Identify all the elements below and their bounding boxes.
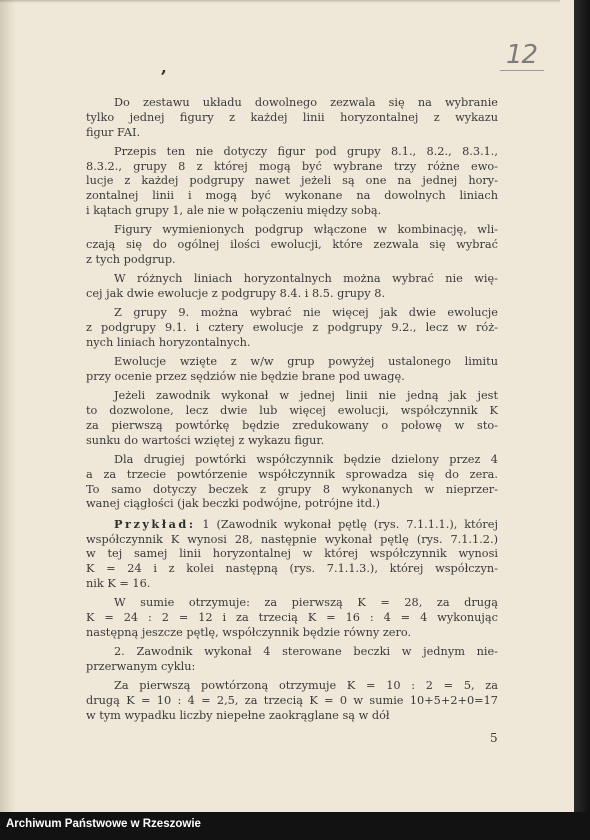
- text-line: sunku do wartości wziętej z wykazu figur.: [86, 433, 325, 447]
- page-fold-shadow: [0, 0, 16, 812]
- scan-right-edge: [574, 0, 590, 812]
- paragraph: [86, 355, 498, 385]
- text-line: w tej samej linii horyzontalnej w której współczynnik wynosi: [86, 547, 498, 561]
- text-line: zontalnej linii i mogą być wykonane na dowolnych liniach: [86, 189, 498, 203]
- archive-footer-label: Archiwum Państwowe w Rzeszowie: [6, 818, 201, 830]
- handwritten-page-number: 12: [506, 40, 538, 70]
- example-text: 1 (Zawodnik wykonał pętlę (rys. 7.1.1.1.), której: [195, 517, 498, 531]
- paragraph: [86, 517, 498, 592]
- text-line: Figury wymienionych podgrup włączone w kombinację, wli-: [114, 223, 498, 237]
- text-line: W różnych liniach horyzontalnych można wybrać nie wię-: [114, 272, 498, 286]
- text-line: figur FAI.: [86, 125, 141, 139]
- text-line: Z grupy 9. można wybrać nie więcej jak dwie ewolucje: [114, 306, 498, 320]
- paragraph: [86, 96, 498, 140]
- text-line: Jeżeli zawodnik wykonał w jednej linii nie jedną jak jest: [114, 389, 498, 403]
- text-line: drugą K = 10 : 4 = 2,5, za trzecią K = 0 w sumie 10+5+2+0=17: [86, 693, 498, 707]
- text-line: K = 24 i z kolei następną (rys. 7.1.1.3.), której współczyn-: [86, 562, 498, 576]
- text-line: a za trzecie powtórzenie współczynnik sprowadza się do zera.: [86, 467, 498, 481]
- paragraph: [86, 389, 498, 448]
- paragraph: [86, 223, 498, 267]
- text-line: lucje z każdej podgrupy nawet jeżeli są one na jednej hory-: [86, 174, 498, 188]
- text-line: przerwanym cyklu:: [86, 659, 196, 673]
- example-label: Przykład:: [114, 516, 196, 531]
- paragraph: [86, 306, 498, 350]
- text-line: Dla drugiej powtórki współczynnik będzie dzielony przez 4: [114, 453, 498, 467]
- text-line: 2. Zawodnik wykonał 4 sterowane beczki w jednym nie-: [114, 645, 498, 659]
- text-line: K = 24 : 2 = 12 i za trzecią K = 16 : 4 = 4 wykonując: [86, 611, 498, 624]
- text-line: nych liniach horyzontalnych.: [86, 335, 251, 349]
- paragraph: [86, 679, 498, 723]
- text-line: W sumie otrzymuje: za pierwszą K = 28, za drugą: [114, 596, 498, 610]
- handwritten-number-underline: [500, 70, 544, 71]
- page-number: 5: [490, 731, 498, 745]
- text-line: cej jak dwie ewolucje z podgrupy 8.4. i 8.5. grupy 8.: [86, 287, 386, 301]
- text-line: za pierwszą powtórkę będzie zredukowany o połowę w sto-: [86, 418, 498, 432]
- text-line: i kątach grupy 1, ale nie w połączeniu między sobą.: [86, 204, 382, 218]
- paragraph: [86, 453, 498, 512]
- text-line: czają się do ogólnej ilości ewolucji, które zezwala się wybrać: [86, 238, 498, 252]
- paragraph: [86, 596, 498, 640]
- text-line: 8.3.2., grupy 8 z której mogą być wybrane trzy różne ewo-: [86, 159, 498, 173]
- text-line: następną jeszcze pętlę, współczynnik będzie równy zero.: [86, 625, 412, 639]
- paragraph: [86, 145, 498, 219]
- text-line: Za pierwszą powtórzoną otrzymuje K = 10 : 2 = 5, za: [114, 679, 498, 693]
- paragraph: [86, 645, 498, 675]
- text-line: nik K = 16.: [86, 576, 151, 590]
- text-line: To samo dotyczy beczek z grupy 8 wykonanych w nieprzer-: [86, 482, 498, 496]
- text-line: [86, 517, 498, 533]
- ink-mark: ʼ: [160, 67, 167, 88]
- text-line: z tych podgrup.: [86, 252, 176, 266]
- text-line: przy ocenie przez sędziów nie będzie brane pod uwagę.: [86, 370, 405, 384]
- text-line: wanej ciągłości (jak beczki podwójne, potrójne itd.): [86, 497, 381, 511]
- text-line: współczynnik K wynosi 28, następnie wykonał pętlę (rys. 7.1.1.2.): [86, 532, 498, 546]
- text-line: Przepis ten nie dotyczy figur pod grupy 8.1., 8.2., 8.3.1.,: [114, 144, 498, 158]
- text-line: z podgrupy 9.1. i cztery ewolucje z podgrupy 9.2., lecz w róż-: [86, 321, 498, 335]
- text-line: tylko jednej figury z każdej linii horyzontalnej z wykazu: [86, 110, 498, 124]
- document-body: [86, 96, 498, 728]
- text-line: w tym wypadku liczby niepełne zaokrąglane są w dół: [86, 708, 390, 722]
- text-line: to dozwolone, lecz dwie lub więcej ewolucji, współczynnik K: [86, 404, 498, 418]
- text-line: Do zestawu układu dowolnego zezwala się na wybranie: [114, 96, 498, 109]
- text-line: Ewolucje wzięte z w/w grup powyżej ustalonego limitu: [114, 355, 498, 369]
- page-top-edge: [0, 0, 560, 3]
- paragraph: [86, 272, 498, 302]
